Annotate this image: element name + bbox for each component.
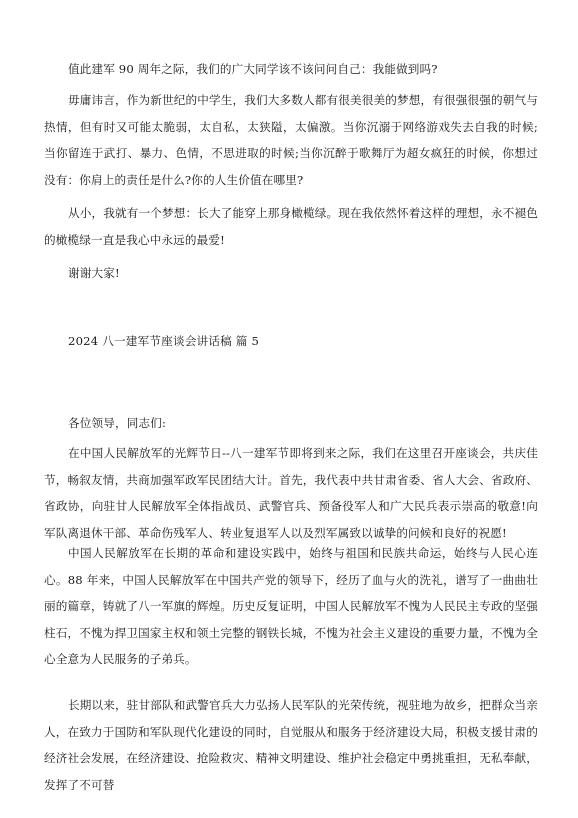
paragraph-students-dreams: 毋庸讳言，作为新世纪的中学生，我们大多数人都有很美很美的梦想，有很强很强的朝气与热情，但有时又可能太脆弱，太自私，太狭隘，太偏激。当你沉溺于网络游戏失去自我的时候;当你留连于武打、暴力、色情，不思进取的时候;当你沉醉于歌舞厅为超女疯狂的时候，你想过没有：你肩上的责任是什么?你的人生价值在哪里? (44, 93, 538, 187)
paragraph-olive-green-dream: 从小，我就有一个梦想：长大了能穿上那身橄榄绿。现在我依然怀着这样的理想，永不褪色的橄榄绿一直是我心中永远的最爱! (44, 206, 538, 247)
paragraph-anniversary-question: 值此建军 90 周年之际，我们的广大同学该不该问问自己：我能做到吗? (68, 62, 438, 76)
paragraph-thanks: 谢谢大家! (68, 266, 120, 280)
paragraph-troops-contribution: 长期以来，驻甘部队和武警官兵大力弘扬人民军队的光荣传统，视驻地为故乡，把群众当亲人，在致力于国防和军队现代化建设的同时，自觉服从和服务于经济建设大局，积极支援甘肃的经济社会发展，在经济建设、抢险救灾、精神文明建设、维护社会稳定中勇挑重担，无私奉献，发挥了不可替 (44, 698, 538, 792)
paragraph-salutation: 各位领导，同志们: (68, 416, 167, 430)
section-title: 2024 八一建军节座谈会讲话稿 篇 5 (68, 334, 260, 348)
paragraph-pla-history: 中国人民解放军在长期的革命和建设实践中，始终与祖国和民族共命运，始终与人民心连心。88 年来，中国人民解放军在中国共产党的领导下，经历了血与火的洗礼，谱写了一曲曲壮丽的篇章，铸就了八一军旗的辉煌。历史反复证明，中国人民解放军不愧为人民民主专政的坚强柱石，不愧为捍卫国家主权和领土完整的钢铁长城，不愧为社会主义建设的重要力量，不愧为全心全意为人民服务的子弟兵。 (44, 546, 538, 666)
paragraph-opening-remarks: 在中国人民解放军的光辉节日--八一建军节即将到来之际，我们在这里召开座谈会，共庆佳节，畅叙友情，共商加强军政军民团结大计。首先，我代表中共甘肃省委、省人大会、省政府、省政协，向驻甘人民解放军全体指战员、武警官兵、预备役军人和广大民兵表示崇高的敬意!向军队离退休干部、革命伤残军人、转业复退军人以及烈军属致以诚挚的问候和良好的祝愿! (44, 446, 538, 540)
